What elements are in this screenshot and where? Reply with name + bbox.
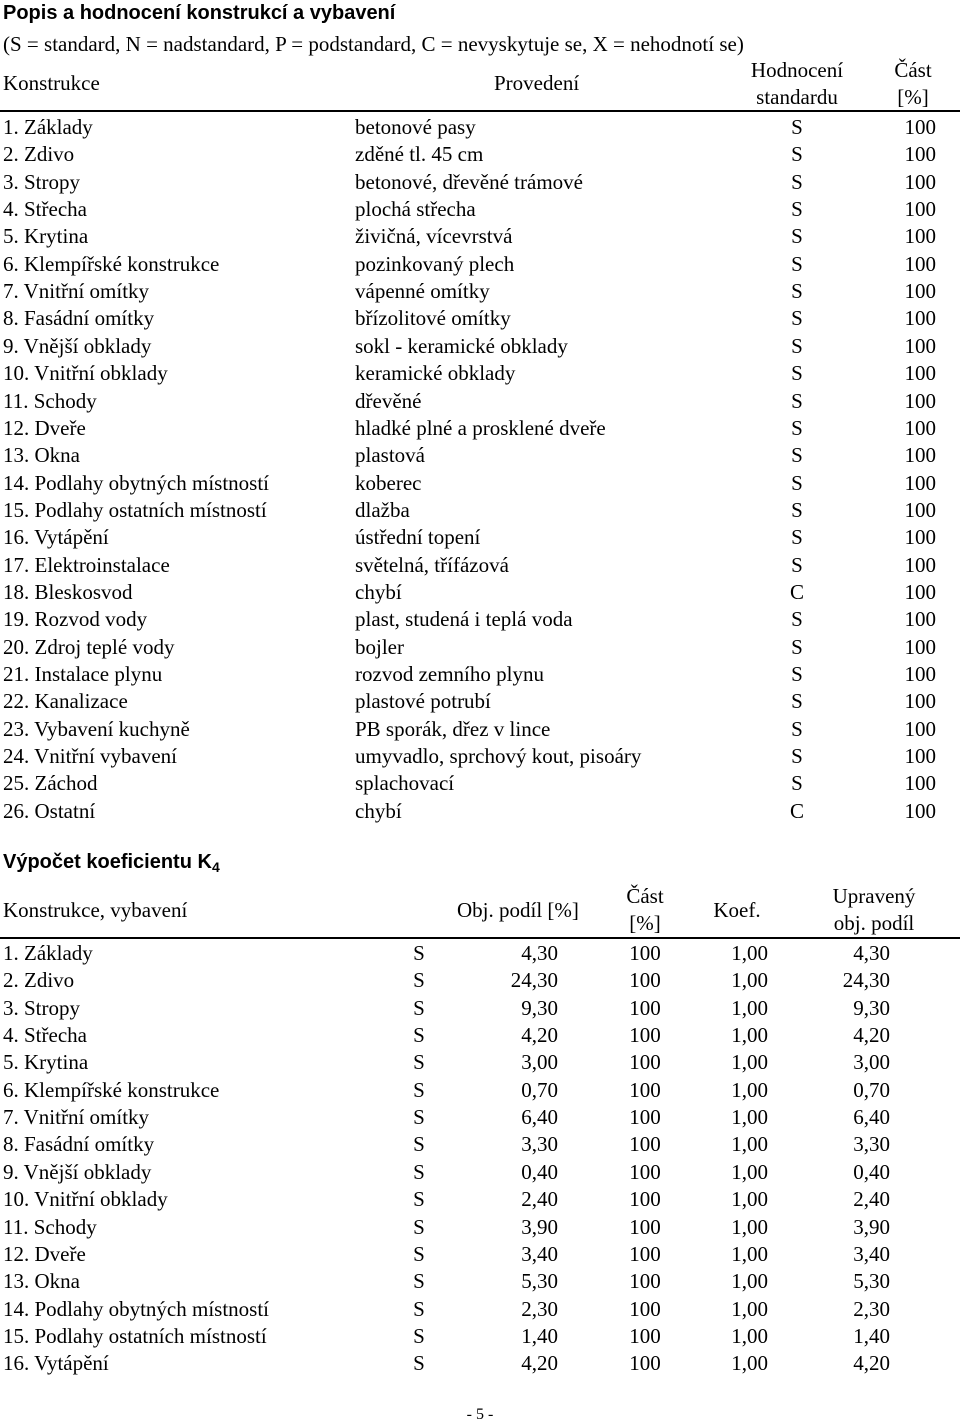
coef-cell: 1,00: [731, 1159, 768, 1184]
share-cell: 100: [904, 443, 936, 468]
obj-share-cell: 2,30: [521, 1296, 558, 1321]
table-row: [0, 1077, 960, 1104]
coef-cell: 1,00: [731, 1132, 768, 1157]
table-row: [0, 579, 960, 606]
adjusted-cell: 4,20: [853, 1351, 890, 1376]
execution-cell: dřevěné: [355, 388, 422, 413]
adjusted-cell: 4,30: [853, 941, 890, 965]
rating-cell: S: [791, 716, 803, 741]
construction-cell: 23. Vybavení kuchyně: [3, 716, 190, 741]
coef-cell: 1,00: [731, 1351, 768, 1376]
construction-cell: 7. Vnitřní omítky: [3, 279, 150, 304]
execution-cell: keramické obklady: [355, 361, 516, 386]
coef-cell: 1,00: [731, 1296, 768, 1321]
table-row: [0, 1323, 960, 1350]
construction-cell: 14. Podlahy obytných místností: [3, 1296, 270, 1321]
construction-cell: 9. Vnější obklady: [3, 1159, 152, 1184]
table-row: [0, 333, 960, 360]
share-cell: 100: [904, 744, 936, 769]
table1-header-share-line1: Část: [894, 58, 932, 82]
construction-cell: 4. Střecha: [3, 197, 87, 222]
rating-cell: S: [791, 306, 803, 331]
adjusted-cell: 3,00: [853, 1050, 890, 1075]
table-row: [0, 606, 960, 633]
table-row: [0, 388, 960, 415]
adjusted-cell: 2,30: [853, 1296, 890, 1321]
table2-header-share-line1: Část: [626, 884, 664, 908]
adjusted-cell: 3,30: [853, 1132, 890, 1157]
table1-header-rating-line1: Hodnocení: [750, 58, 844, 82]
table-row: [0, 1159, 960, 1186]
construction-cell: 10. Vnitřní obklady: [3, 361, 168, 386]
construction-cell: 24. Vnitřní vybavení: [3, 744, 178, 769]
rating-cell: S: [791, 279, 803, 304]
obj-share-cell: 3,00: [521, 1050, 558, 1075]
table-row: [0, 1022, 960, 1049]
execution-cell: koberec: [355, 470, 422, 495]
table-row: [0, 1241, 960, 1268]
obj-share-cell: 3,90: [521, 1214, 558, 1239]
rating-cell: S: [413, 1187, 425, 1212]
share-cell: 100: [904, 470, 936, 495]
table1-header-rating-line2: standardu: [756, 85, 838, 109]
obj-share-cell: 1,40: [521, 1323, 558, 1348]
share-cell: 100: [629, 995, 661, 1020]
table-row: [0, 305, 960, 332]
coef-cell: 1,00: [731, 941, 768, 965]
execution-cell: rozvod zemního plynu: [355, 662, 544, 686]
construction-cell: 19. Rozvod vody: [3, 607, 148, 632]
table1-header-share-line2: [%]: [897, 85, 929, 109]
share-cell: 100: [904, 197, 936, 222]
rating-cell: S: [791, 552, 803, 577]
share-cell: 100: [629, 1159, 661, 1184]
construction-cell: 13. Okna: [3, 1269, 80, 1294]
obj-share-cell: 0,40: [521, 1159, 558, 1184]
execution-cell: plastové potrubí: [355, 689, 491, 714]
rating-cell: S: [791, 169, 803, 194]
construction-cell: 11. Schody: [3, 388, 97, 413]
execution-cell: PB sporák, dřez v lince: [355, 716, 551, 741]
obj-share-cell: 24,30: [510, 968, 558, 993]
table-row: [0, 552, 960, 579]
execution-cell: vápenné omítky: [355, 279, 490, 304]
rating-cell: S: [413, 941, 425, 965]
rating-legend: (S = standard, N = nadstandard, P = podstandard, C = nevyskytuje se, X = nehodnotí se): [3, 32, 744, 56]
table-row: [0, 1131, 960, 1158]
share-cell: 100: [629, 1050, 661, 1075]
execution-cell: dlažba: [355, 497, 410, 522]
obj-share-cell: 3,30: [521, 1132, 558, 1157]
construction-cell: 13. Okna: [3, 443, 80, 468]
adjusted-cell: 3,40: [853, 1241, 890, 1266]
share-cell: 100: [629, 1241, 661, 1266]
table2-header-rule: [0, 937, 960, 939]
coef-cell: 1,00: [731, 1050, 768, 1075]
share-cell: 100: [904, 224, 936, 249]
table-row: [0, 995, 960, 1022]
share-cell: 100: [629, 1023, 661, 1048]
obj-share-cell: 6,40: [521, 1105, 558, 1130]
construction-cell: 20. Zdroj teplé vody: [3, 634, 175, 659]
share-cell: 100: [629, 1105, 661, 1130]
rating-cell: S: [791, 771, 803, 796]
table2-header-construction: Konstrukce, vybavení: [3, 898, 188, 922]
table2-header-obj-share: Obj. podíl [%]: [457, 898, 579, 922]
share-cell: 100: [904, 525, 936, 550]
construction-cell: 1. Základy: [3, 115, 93, 139]
construction-cell: 2. Zdivo: [3, 142, 75, 167]
execution-cell: chybí: [355, 579, 402, 604]
execution-cell: plastová: [355, 443, 425, 468]
rating-cell: S: [791, 470, 803, 495]
table2-header-share-line2: [%]: [629, 911, 661, 935]
construction-cell: 6. Klempířské konstrukce: [3, 251, 220, 276]
share-cell: 100: [629, 1296, 661, 1321]
table-row: [0, 770, 960, 797]
rating-cell: S: [791, 744, 803, 769]
share-cell: 100: [629, 941, 661, 965]
adjusted-cell: 24,30: [842, 968, 890, 993]
rating-cell: S: [413, 1214, 425, 1239]
share-cell: 100: [904, 169, 936, 194]
share-cell: 100: [904, 497, 936, 522]
rating-cell: S: [791, 251, 803, 276]
execution-cell: ústřední topení: [355, 525, 481, 550]
share-cell: 100: [904, 306, 936, 331]
section2-title: Výpočet koeficientu $K_4$: [3, 851, 220, 875]
share-cell: 100: [629, 1077, 661, 1102]
table-row: [0, 1268, 960, 1295]
table-row: [0, 743, 960, 770]
rating-cell: S: [413, 995, 425, 1020]
construction-cell: 16. Vytápění: [3, 1351, 109, 1376]
share-cell: 100: [904, 607, 936, 632]
coef-cell: 1,00: [731, 1187, 768, 1212]
construction-cell: 14. Podlahy obytných místností: [3, 470, 270, 495]
rating-cell: S: [413, 1323, 425, 1348]
execution-cell: sokl - keramické obklady: [355, 333, 568, 358]
rating-cell: S: [791, 525, 803, 550]
table-row: [0, 278, 960, 305]
share-cell: 100: [629, 1132, 661, 1157]
table-row: [0, 1186, 960, 1213]
table-row: [0, 1214, 960, 1241]
construction-cell: 26. Ostatní: [3, 798, 96, 823]
rating-cell: S: [413, 1023, 425, 1048]
share-cell: 100: [629, 1269, 661, 1294]
share-cell: 100: [904, 552, 936, 577]
rating-cell: S: [791, 689, 803, 714]
construction-cell: 18. Bleskosvod: [3, 579, 133, 604]
share-cell: 100: [904, 115, 936, 139]
table1-header-rule: [0, 110, 960, 112]
share-cell: 100: [904, 798, 936, 823]
obj-share-cell: 9,30: [521, 995, 558, 1020]
page-title: Popis a hodnocení konstrukcí a vybavení: [3, 2, 396, 24]
construction-cell: 12. Dveře: [3, 415, 86, 440]
table-row: [0, 141, 960, 168]
adjusted-cell: 5,30: [853, 1269, 890, 1294]
execution-cell: břízolitové omítky: [355, 306, 511, 331]
obj-share-cell: 5,30: [521, 1269, 558, 1294]
execution-cell: splachovací: [355, 771, 455, 796]
rating-cell: S: [791, 443, 803, 468]
coef-cell: 1,00: [731, 1323, 768, 1348]
share-cell: 100: [904, 333, 936, 358]
execution-cell: plast, studená i teplá voda: [355, 607, 573, 632]
table-row: [0, 415, 960, 442]
share-cell: 100: [904, 415, 936, 440]
rating-cell: S: [413, 1296, 425, 1321]
execution-cell: pozinkovaný plech: [355, 251, 515, 276]
construction-cell: 2. Zdivo: [3, 968, 75, 993]
rating-cell: S: [791, 361, 803, 386]
execution-cell: umyvadlo, sprchový kout, pisoáry: [355, 744, 642, 769]
table-row: [0, 798, 960, 825]
adjusted-cell: 0,40: [853, 1159, 890, 1184]
rating-cell: S: [413, 1050, 425, 1075]
rating-cell: S: [413, 1269, 425, 1294]
table-row: [0, 442, 960, 469]
execution-cell: světelná, třífázová: [355, 552, 509, 577]
rating-cell: C: [789, 579, 804, 604]
rating-cell: S: [791, 662, 803, 686]
rating-cell: S: [413, 1105, 425, 1130]
rating-cell: S: [791, 224, 803, 249]
rating-cell: C: [789, 798, 804, 823]
coef-cell: 1,00: [731, 1105, 768, 1130]
construction-cell: 16. Vytápění: [3, 525, 109, 550]
rating-cell: S: [791, 607, 803, 632]
adjusted-cell: 4,20: [853, 1023, 890, 1048]
table-row: [0, 967, 960, 994]
rating-cell: S: [791, 197, 803, 222]
share-cell: 100: [904, 251, 936, 276]
table-row: [0, 524, 960, 551]
table-row: [0, 114, 960, 141]
construction-cell: 10. Vnitřní obklady: [3, 1187, 168, 1212]
share-cell: 100: [904, 662, 936, 686]
construction-cell: 9. Vnější obklady: [3, 333, 152, 358]
coef-cell: 1,00: [731, 1241, 768, 1266]
execution-cell: hladké plné a prosklené dveře: [355, 415, 606, 440]
table-row: [0, 470, 960, 497]
share-cell: 100: [904, 142, 936, 167]
construction-cell: 4. Střecha: [3, 1023, 87, 1048]
table-row: [0, 251, 960, 278]
share-cell: 100: [629, 1323, 661, 1348]
table-row: [0, 360, 960, 387]
share-cell: 100: [904, 634, 936, 659]
obj-share-cell: 4,30: [521, 941, 558, 965]
table2-header-adjusted-line2: obj. podíl: [833, 911, 915, 935]
share-cell: 100: [904, 579, 936, 604]
table-row: [0, 940, 960, 967]
execution-cell: chybí: [355, 798, 402, 823]
table-row: [0, 1049, 960, 1076]
adjusted-cell: 9,30: [853, 995, 890, 1020]
construction-cell: 12. Dveře: [3, 1241, 86, 1266]
coef-cell: 1,00: [731, 968, 768, 993]
construction-cell: 25. Záchod: [3, 771, 98, 796]
table1-header-execution: Provedení: [494, 71, 580, 95]
rating-cell: S: [413, 1241, 425, 1266]
share-cell: 100: [904, 689, 936, 714]
construction-cell: 5. Krytina: [3, 224, 89, 249]
construction-cell: 3. Stropy: [3, 169, 81, 194]
table-row: [0, 196, 960, 223]
construction-cell: 22. Kanalizace: [3, 689, 128, 714]
construction-cell: 15. Podlahy ostatních místností: [3, 497, 267, 522]
construction-cell: 7. Vnitřní omítky: [3, 1105, 150, 1130]
coef-cell: 1,00: [731, 1214, 768, 1239]
obj-share-cell: 4,20: [521, 1023, 558, 1048]
execution-cell: betonové, dřevěné trámové: [355, 169, 583, 194]
table-row: [0, 688, 960, 715]
share-cell: 100: [629, 1351, 661, 1376]
execution-cell: betonové pasy: [355, 115, 476, 139]
rating-cell: S: [791, 634, 803, 659]
coef-cell: 1,00: [731, 1077, 768, 1102]
execution-cell: bojler: [355, 634, 404, 659]
construction-cell: 8. Fasádní omítky: [3, 1132, 155, 1157]
coef-cell: 1,00: [731, 1269, 768, 1294]
adjusted-cell: 3,90: [853, 1214, 890, 1239]
share-cell: 100: [904, 388, 936, 413]
construction-cell: 3. Stropy: [3, 995, 81, 1020]
adjusted-cell: 2,40: [853, 1187, 890, 1212]
obj-share-cell: 2,40: [521, 1187, 558, 1212]
construction-cell: 11. Schody: [3, 1214, 97, 1239]
construction-cell: 17. Elektroinstalace: [3, 552, 170, 577]
construction-cell: 6. Klempířské konstrukce: [3, 1077, 220, 1102]
rating-cell: S: [791, 388, 803, 413]
adjusted-cell: 6,40: [853, 1105, 890, 1130]
share-cell: 100: [629, 1187, 661, 1212]
construction-cell: 5. Krytina: [3, 1050, 89, 1075]
table-row: [0, 1104, 960, 1131]
obj-share-cell: 3,40: [521, 1241, 558, 1266]
table-row: [0, 497, 960, 524]
rating-cell: S: [413, 1077, 425, 1102]
table2-header-coef: Koef.: [713, 898, 761, 922]
coef-cell: 1,00: [731, 1023, 768, 1048]
table-row: [0, 661, 960, 688]
rating-cell: S: [791, 497, 803, 522]
share-cell: 100: [904, 771, 936, 796]
rating-cell: S: [791, 415, 803, 440]
rating-cell: S: [413, 1132, 425, 1157]
share-cell: 100: [904, 279, 936, 304]
obj-share-cell: 0,70: [521, 1077, 558, 1102]
construction-cell: 21. Instalace plynu: [3, 662, 163, 686]
share-cell: 100: [904, 716, 936, 741]
coef-cell: 1,00: [731, 995, 768, 1020]
table-row: [0, 223, 960, 250]
table1-header-construction: Konstrukce: [3, 71, 100, 95]
share-cell: 100: [629, 968, 661, 993]
rating-cell: S: [413, 968, 425, 993]
adjusted-cell: 1,40: [853, 1323, 890, 1348]
execution-cell: zděné tl. 45 cm: [355, 142, 484, 167]
page-number: - 5 -: [466, 1406, 494, 1423]
execution-cell: plochá střecha: [355, 197, 476, 222]
construction-cell: 1. Základy: [3, 941, 93, 965]
table-row: [0, 1350, 960, 1377]
rating-cell: S: [791, 333, 803, 358]
obj-share-cell: 4,20: [521, 1351, 558, 1376]
construction-cell: 8. Fasádní omítky: [3, 306, 155, 331]
rating-cell: S: [791, 142, 803, 167]
table-row: [0, 634, 960, 661]
execution-cell: živičná, vícevrstvá: [355, 224, 513, 249]
construction-cell: 15. Podlahy ostatních místností: [3, 1323, 267, 1348]
table2-header-adjusted-line1: Upravený: [832, 884, 916, 908]
rating-cell: S: [791, 115, 803, 139]
share-cell: 100: [904, 361, 936, 386]
adjusted-cell: 0,70: [853, 1077, 890, 1102]
share-cell: 100: [629, 1214, 661, 1239]
rating-cell: S: [413, 1351, 425, 1376]
table-row: [0, 716, 960, 743]
table-row: [0, 1296, 960, 1323]
rating-cell: S: [413, 1159, 425, 1184]
table-row: [0, 169, 960, 196]
